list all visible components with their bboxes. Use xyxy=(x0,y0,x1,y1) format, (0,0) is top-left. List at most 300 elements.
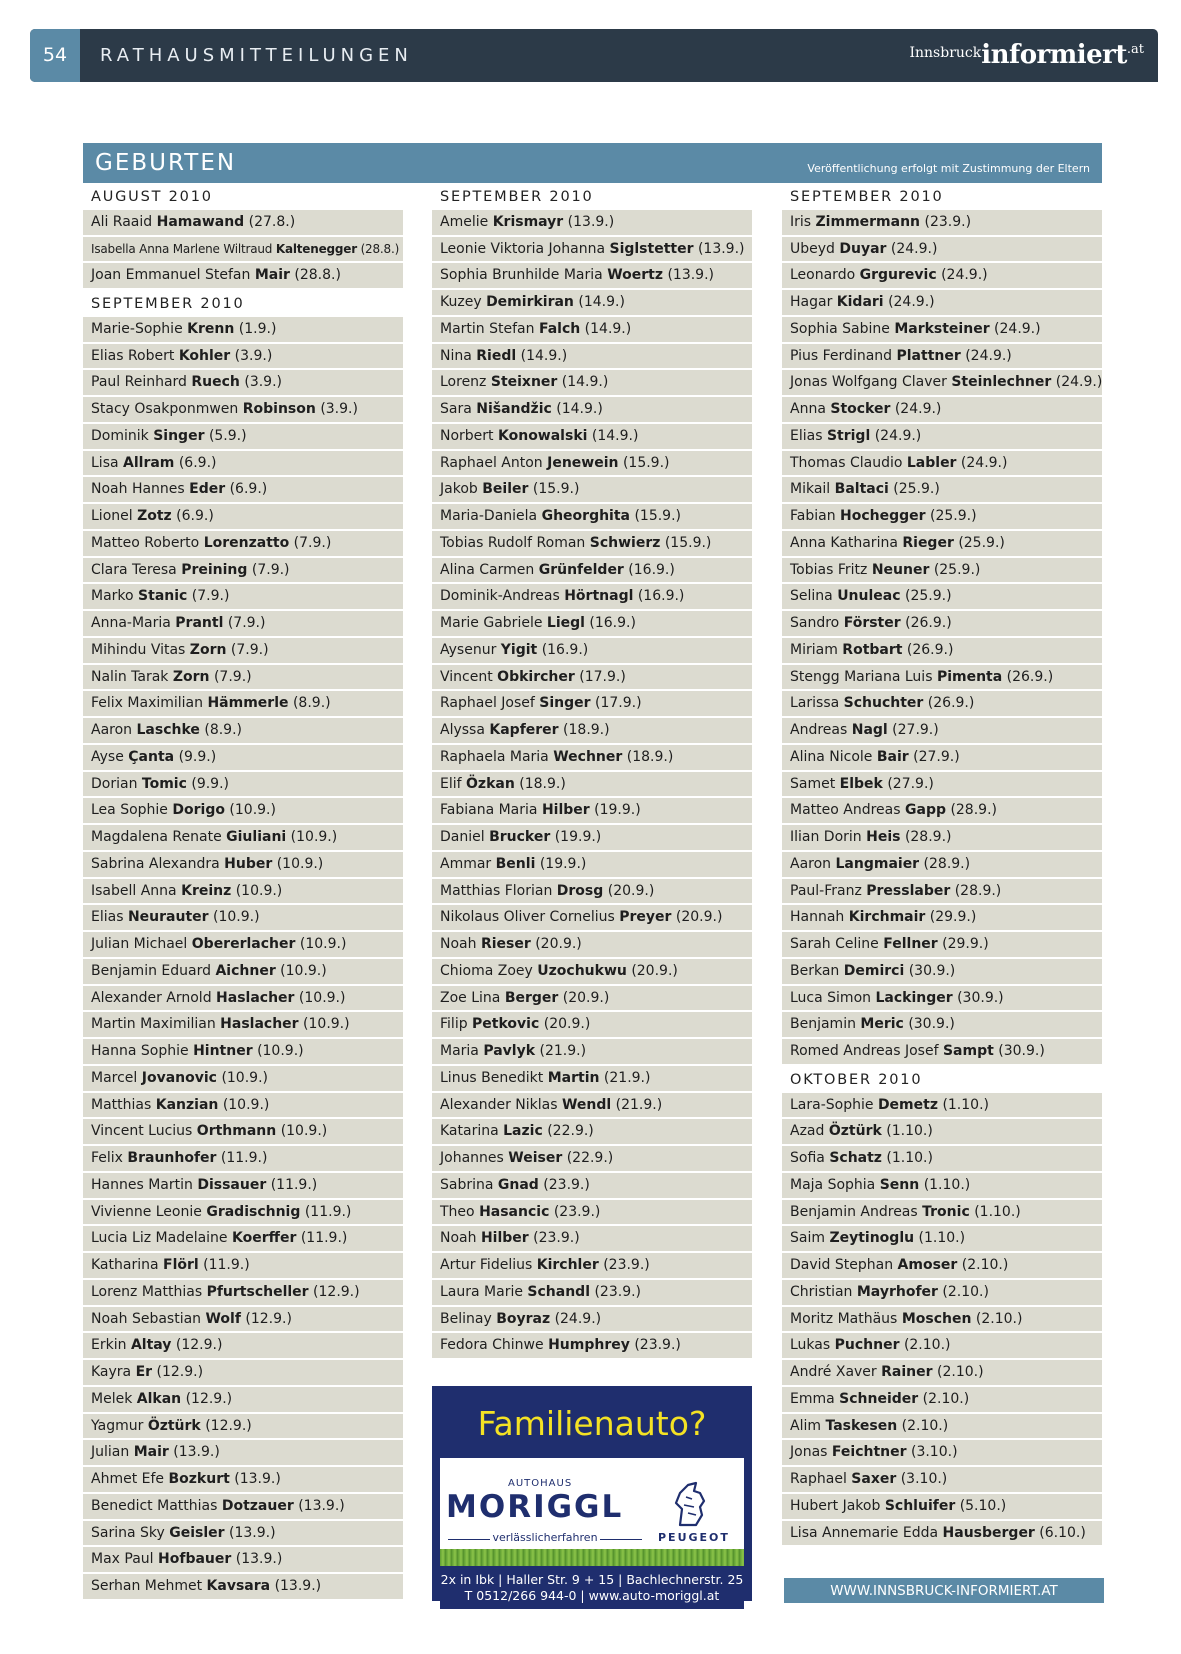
first-names: Pius Ferdinand xyxy=(790,347,893,364)
page-number: 54 xyxy=(30,29,80,82)
surname: Mayrhofer xyxy=(856,1283,938,1300)
surname: Dorigo xyxy=(172,802,225,819)
surname: Unuleac xyxy=(837,588,901,605)
month-heading: SEPTEMBER 2010 xyxy=(91,296,245,312)
birth-entry xyxy=(432,237,752,262)
surname: Steinlechner xyxy=(951,374,1052,391)
birth-date: (20.9.) xyxy=(675,909,723,926)
first-names: Noah Sebastian xyxy=(91,1310,202,1327)
surname: Steixner xyxy=(490,374,558,391)
first-names: Serhan Mehmet xyxy=(91,1578,203,1594)
ad-brand-name: MORIGGL xyxy=(446,1489,624,1525)
birth-date: (25.9.) xyxy=(933,561,981,578)
birth-date: (16.9.) xyxy=(589,615,636,631)
birth-date: (20.9.) xyxy=(535,936,582,952)
first-names: Hanna Sophie xyxy=(91,1043,189,1059)
surname: Rieser xyxy=(480,936,531,952)
birth-entry xyxy=(83,611,403,636)
first-names: Moritz Mathäus xyxy=(790,1310,898,1327)
birth-date: (13.9.) xyxy=(697,240,745,257)
birth-entry xyxy=(83,1307,403,1332)
birth-date: (1.10.) xyxy=(886,1150,933,1166)
birth-date: (18.9.) xyxy=(626,748,674,765)
surname: Neurauter xyxy=(127,909,209,926)
birth-entry xyxy=(782,772,1102,797)
birth-entry xyxy=(83,1066,403,1091)
surname: Hausberger xyxy=(942,1524,1035,1541)
birth-date: (18.9.) xyxy=(563,722,610,738)
first-names: Paul-Franz xyxy=(790,882,862,899)
birth-date: (21.9.) xyxy=(615,1096,663,1113)
section-title: RATHAUSMITTEILUNGEN xyxy=(100,45,413,66)
birth-date: (15.9.) xyxy=(622,454,670,471)
surname: Hörtnagl xyxy=(564,588,634,605)
birth-entry xyxy=(432,531,752,556)
first-names: Maria xyxy=(440,1043,479,1059)
birth-date: (13.9.) xyxy=(298,1497,345,1514)
first-names: Joan Emmanuel Stefan xyxy=(91,267,251,284)
birth-entry xyxy=(782,263,1102,288)
birth-entry xyxy=(782,1173,1102,1198)
first-names: Lukas xyxy=(790,1337,831,1354)
birth-entry xyxy=(782,1360,1102,1385)
ad-make: PEUGEOT xyxy=(658,1531,730,1544)
surname: Haslacher xyxy=(216,989,295,1006)
surname: Bair xyxy=(876,748,909,765)
birth-entry xyxy=(782,665,1102,690)
birth-date: (10.9.) xyxy=(303,1016,350,1033)
first-names: Katarina xyxy=(440,1123,499,1140)
first-names: Ilian Dorin xyxy=(790,829,862,845)
first-names: Lea Sophie xyxy=(91,802,168,819)
birth-date: (13.9.) xyxy=(173,1444,220,1461)
surname: Puchner xyxy=(834,1337,900,1354)
surname: Kohler xyxy=(178,347,231,364)
birth-date: (29.9.) xyxy=(942,936,989,952)
first-names: Isabella Anna Marlene Wiltraud xyxy=(91,241,273,256)
birth-entry xyxy=(83,370,403,395)
first-names: Fedora Chinwe xyxy=(440,1337,544,1354)
surname: Ruech xyxy=(191,374,240,391)
birth-date: (25.9.) xyxy=(930,508,977,524)
first-names: Zoe Lina xyxy=(440,989,501,1006)
birth-date: (13.9.) xyxy=(229,1524,276,1541)
birth-entry xyxy=(782,1333,1102,1358)
surname: Zimmermann xyxy=(815,213,921,230)
birth-date: (10.9.) xyxy=(221,1069,268,1086)
birth-entry xyxy=(432,584,752,609)
birth-entry xyxy=(432,1012,752,1037)
births-column-1 xyxy=(83,183,403,1601)
surname: Pfurtscheller xyxy=(206,1283,309,1300)
surname: Lazic xyxy=(503,1123,543,1140)
surname: Dissauer xyxy=(197,1176,267,1193)
birth-date: (10.9.) xyxy=(229,802,276,819)
month-heading: AUGUST 2010 xyxy=(91,189,213,205)
birth-entry xyxy=(782,451,1102,476)
birth-entry xyxy=(432,959,752,984)
birth-entry xyxy=(432,1093,752,1118)
first-names: Filip xyxy=(440,1016,468,1033)
birth-entry xyxy=(83,477,403,502)
surname: Allram xyxy=(123,454,175,471)
birth-entry xyxy=(782,1440,1102,1465)
birth-date: (7.9.) xyxy=(251,561,290,578)
first-names: Tobias Rudolf Roman xyxy=(440,534,586,551)
birth-date: (26.9.) xyxy=(905,615,952,631)
birth-date: (20.9.) xyxy=(607,882,655,899)
birth-entry xyxy=(83,1414,403,1439)
birth-entry xyxy=(782,504,1102,529)
first-names: Vincent xyxy=(440,668,493,685)
birth-date: (13.9.) xyxy=(234,1471,281,1487)
first-names: Max Paul xyxy=(91,1551,154,1568)
birth-date: (22.9.) xyxy=(547,1123,594,1140)
first-names: Sabrina Alexandra xyxy=(91,855,220,872)
surname: Kapferer xyxy=(489,722,559,738)
birth-date: (12.9.) xyxy=(313,1283,360,1300)
birth-entry xyxy=(432,718,752,743)
first-names: Magdalena Renate xyxy=(91,829,222,845)
surname: Amoser xyxy=(897,1257,958,1273)
birth-date: (13.9.) xyxy=(567,213,615,230)
month-heading: SEPTEMBER 2010 xyxy=(440,189,594,205)
birth-entry xyxy=(83,397,403,422)
birth-date: (14.9.) xyxy=(578,294,625,310)
birth-entry xyxy=(83,879,403,904)
surname: Schneider xyxy=(839,1390,919,1407)
first-names: Martin Stefan xyxy=(440,320,535,337)
birth-date: (19.9.) xyxy=(539,855,587,872)
surname: Pimenta xyxy=(936,668,1003,685)
surname: Nišandžic xyxy=(476,401,552,417)
birth-entry xyxy=(782,1494,1102,1519)
first-names: Isabell Anna xyxy=(91,882,177,899)
surname: Braunhofer xyxy=(127,1150,217,1166)
birth-date: (16.9.) xyxy=(628,561,675,578)
birth-entry xyxy=(432,424,752,449)
brand-logo[interactable] xyxy=(909,40,1144,70)
birth-date: (13.9.) xyxy=(235,1551,283,1568)
first-names: Ayse xyxy=(91,748,124,765)
birth-entry xyxy=(432,504,752,529)
surname: Plattner xyxy=(896,347,961,364)
first-names: Felix xyxy=(91,1150,123,1166)
first-names: Ali Raaid xyxy=(91,213,153,230)
first-names: Leonie Viktoria Johanna xyxy=(440,240,606,257)
first-names: Berkan xyxy=(790,962,840,979)
car-dealer-ad[interactable] xyxy=(432,1386,752,1601)
surname: Lorenzatto xyxy=(203,534,290,551)
birth-date: (28.9.) xyxy=(904,829,952,845)
first-names: André Xaver xyxy=(790,1364,877,1380)
surname: Baltaci xyxy=(834,481,889,498)
surname: Öztürk xyxy=(147,1417,201,1434)
first-names: Lucia Liz Madelaine xyxy=(91,1230,228,1247)
brand-suffix: .at xyxy=(1126,42,1144,57)
surname: Zotz xyxy=(137,508,172,524)
surname: Schandl xyxy=(527,1283,591,1300)
surname: Liegl xyxy=(546,615,585,631)
birth-date: (7.9.) xyxy=(293,534,332,551)
birth-date: (15.9.) xyxy=(532,481,580,498)
birth-date: (23.9.) xyxy=(533,1230,580,1247)
birth-entry xyxy=(432,879,752,904)
birth-entry xyxy=(83,638,403,663)
birth-date: (10.9.) xyxy=(276,855,324,872)
first-names: Theo xyxy=(440,1203,475,1220)
birth-date: (26.9.) xyxy=(906,641,954,658)
birth-entry xyxy=(782,370,1102,395)
birth-entry xyxy=(83,959,403,984)
surname: Singer xyxy=(153,427,205,444)
birth-entry xyxy=(432,1307,752,1332)
birth-entry xyxy=(83,1574,403,1599)
birth-date: (14.9.) xyxy=(561,374,609,391)
surname: Langmaier xyxy=(835,855,920,872)
first-names: Martin Maximilian xyxy=(91,1016,216,1033)
first-names: Artur Fidelius xyxy=(440,1257,533,1273)
birth-date: (14.9.) xyxy=(520,347,568,364)
birth-entry xyxy=(432,1146,752,1171)
surname: Kirchler xyxy=(536,1257,599,1273)
birth-date: (24.9.) xyxy=(960,454,1008,471)
surname: Kirchmair xyxy=(848,909,926,926)
first-names: Elias Robert xyxy=(91,347,175,364)
first-names: Benjamin xyxy=(790,1016,856,1033)
surname: Gradischnig xyxy=(206,1203,301,1220)
first-names: Fabiana Maria xyxy=(440,802,538,819)
first-names: Samet xyxy=(790,775,836,792)
birth-date: (12.9.) xyxy=(205,1417,252,1434)
birth-entry xyxy=(782,1387,1102,1412)
birth-entry xyxy=(782,317,1102,342)
birth-date: (20.9.) xyxy=(562,989,610,1006)
birth-entry xyxy=(782,584,1102,609)
first-names: Benjamin Andreas xyxy=(790,1203,918,1220)
surname: Benli xyxy=(495,855,536,872)
birth-entry xyxy=(432,905,752,930)
surname: Huber xyxy=(224,855,273,872)
birth-date: (26.9.) xyxy=(927,695,975,712)
birth-entry xyxy=(432,638,752,663)
first-names: Alexander Niklas xyxy=(440,1096,558,1113)
birth-date: (9.9.) xyxy=(191,775,229,792)
birth-entry xyxy=(432,290,752,315)
website-link[interactable]: WWW.INNSBRUCK-INFORMIERT.AT xyxy=(784,1578,1104,1603)
ad-claim xyxy=(448,1531,642,1544)
surname: Kaltenegger xyxy=(275,241,357,256)
surname: Yigit xyxy=(500,641,538,658)
births-title: GEBURTEN xyxy=(95,150,237,176)
first-names: Noah xyxy=(440,1230,477,1247)
surname: Er xyxy=(135,1364,153,1380)
surname: Krenn xyxy=(187,320,235,337)
birth-entry xyxy=(432,825,752,850)
birth-entry xyxy=(782,745,1102,770)
birth-date: (27.9.) xyxy=(892,722,939,738)
first-names: Kuzey xyxy=(440,294,482,310)
birth-entry xyxy=(782,290,1102,315)
first-names: Stengg Mariana Luis xyxy=(790,668,933,685)
birth-date: (10.9.) xyxy=(290,829,338,845)
birth-entry xyxy=(83,237,403,262)
birth-date: (24.9.) xyxy=(1055,374,1102,391)
surname: Stocker xyxy=(830,401,891,417)
surname: Riedl xyxy=(476,347,517,364)
surname: Robinson xyxy=(242,401,316,417)
surname: Lackinger xyxy=(875,989,953,1006)
surname: Dotzauer xyxy=(221,1497,294,1514)
surname: Wolf xyxy=(205,1310,241,1327)
first-names: Maja Sophia xyxy=(790,1176,876,1193)
birth-entry xyxy=(782,959,1102,984)
birth-date: (2.10.) xyxy=(942,1283,989,1300)
birth-date: (10.9.) xyxy=(235,882,283,899)
birth-entry xyxy=(432,1066,752,1091)
surname: Hämmerle xyxy=(207,695,289,712)
birth-date: (6.9.) xyxy=(229,481,268,498)
birth-date: (6.9.) xyxy=(178,454,217,471)
first-names: Christian xyxy=(790,1283,853,1300)
birth-date: (22.9.) xyxy=(566,1150,614,1166)
surname: Saxer xyxy=(851,1471,897,1487)
first-names: Maria-Daniela xyxy=(440,508,538,524)
birth-date: (27.9.) xyxy=(887,775,934,792)
birth-entry xyxy=(782,986,1102,1011)
first-names: Romed Andreas Josef xyxy=(790,1043,939,1059)
birth-entry xyxy=(83,825,403,850)
birth-entry xyxy=(782,1414,1102,1439)
birth-entry xyxy=(782,237,1102,262)
first-names: Sabrina xyxy=(440,1176,494,1193)
birth-entry xyxy=(782,1012,1102,1037)
first-names: Felix Maximilian xyxy=(91,695,204,712)
birth-date: (16.9.) xyxy=(637,588,685,605)
first-names: Thomas Claudio xyxy=(790,454,903,471)
first-names: Dominik xyxy=(91,427,149,444)
first-names: Norbert xyxy=(440,427,494,444)
surname: Hilber xyxy=(480,1230,529,1247)
birth-entry xyxy=(432,1280,752,1305)
surname: Rieger xyxy=(902,534,954,551)
first-names: Nina xyxy=(440,347,472,364)
surname: Giuliani xyxy=(226,829,287,845)
first-names: Dominik-Andreas xyxy=(440,588,560,605)
first-names: Jakob xyxy=(440,481,478,498)
first-names: Lisa xyxy=(91,454,119,471)
first-names: Belinay xyxy=(440,1310,492,1327)
birth-entry xyxy=(782,1280,1102,1305)
first-names: Lionel xyxy=(91,508,133,524)
birth-date: (28.9.) xyxy=(923,855,971,872)
birth-date: (10.9.) xyxy=(222,1096,270,1113)
surname: Preining xyxy=(181,561,248,578)
first-names: Iris xyxy=(790,213,812,230)
birth-entry xyxy=(83,344,403,369)
birth-date: (15.9.) xyxy=(634,508,681,524)
surname: Strigl xyxy=(826,427,871,444)
surname: Singer xyxy=(539,695,591,712)
surname: Schuchter xyxy=(843,695,924,712)
birth-entry xyxy=(83,772,403,797)
birth-entry xyxy=(782,558,1102,583)
birth-entry xyxy=(432,477,752,502)
birth-entry xyxy=(432,691,752,716)
first-names: Sophia Sabine xyxy=(790,320,890,337)
birth-entry xyxy=(83,905,403,930)
birth-entry xyxy=(83,745,403,770)
birth-date: (1.10.) xyxy=(974,1203,1021,1220)
surname: Uzochukwu xyxy=(537,962,627,979)
first-names: Elias xyxy=(91,909,124,926)
surname: Berger xyxy=(504,989,559,1006)
birth-entry xyxy=(83,504,403,529)
birth-entry xyxy=(83,558,403,583)
month-heading: OKTOBER 2010 xyxy=(790,1071,923,1088)
birth-date: (2.10.) xyxy=(937,1364,984,1380)
birth-date: (23.9.) xyxy=(924,213,972,230)
first-names: Hannes Martin xyxy=(91,1176,193,1193)
birth-entry xyxy=(782,638,1102,663)
first-names: Linus Benedikt xyxy=(440,1069,544,1086)
ad-address: 2x in Ibk | Haller Str. 9 + 15 | Bachlechnerstr. 25 xyxy=(440,1572,744,1587)
birth-date: (3.9.) xyxy=(234,347,273,364)
first-names: Amelie xyxy=(440,213,489,230)
birth-date: (3.10.) xyxy=(900,1471,948,1487)
surname: Demetz xyxy=(877,1096,938,1113)
birth-date: (20.9.) xyxy=(631,962,678,979)
birth-entry xyxy=(782,879,1102,904)
surname: Pavlyk xyxy=(483,1043,536,1059)
first-names: Vincent Lucius xyxy=(91,1123,193,1140)
surname: Zorn xyxy=(172,668,210,685)
birth-date: (16.9.) xyxy=(541,641,589,658)
ad-headline: Familienauto? xyxy=(440,1394,744,1458)
first-names: Aaron xyxy=(790,855,832,872)
birth-date: (7.9.) xyxy=(227,615,266,631)
brand-large: informiert xyxy=(981,40,1127,70)
first-names: Yagmur xyxy=(91,1417,144,1434)
surname: Boyraz xyxy=(496,1310,551,1327)
first-names: Daniel xyxy=(440,829,485,845)
surname: Förster xyxy=(843,615,901,631)
birth-date: (8.9.) xyxy=(204,722,242,738)
surname: Jenewein xyxy=(547,454,619,471)
first-names: Luca Simon xyxy=(790,989,872,1006)
birth-date: (24.9.) xyxy=(941,267,988,284)
birth-entry xyxy=(432,665,752,690)
birth-entry xyxy=(83,451,403,476)
surname: Hintner xyxy=(193,1043,253,1059)
birth-entry xyxy=(432,772,752,797)
birth-entry xyxy=(83,665,403,690)
birth-entry xyxy=(782,825,1102,850)
birth-entry xyxy=(782,1146,1102,1171)
surname: Nagl xyxy=(851,722,888,738)
first-names: Larissa xyxy=(790,695,840,712)
birth-date: (5.9.) xyxy=(208,427,247,444)
birth-date: (26.9.) xyxy=(1006,668,1054,685)
birth-date: (3.9.) xyxy=(244,374,282,391)
birth-entry xyxy=(432,932,752,957)
birth-date: (18.9.) xyxy=(519,775,566,792)
surname: Petkovic xyxy=(472,1016,540,1033)
birth-entry xyxy=(782,905,1102,930)
birth-date: (9.9.) xyxy=(178,748,217,765)
surname: Marksteiner xyxy=(894,320,990,337)
birth-date: (12.9.) xyxy=(175,1337,223,1354)
